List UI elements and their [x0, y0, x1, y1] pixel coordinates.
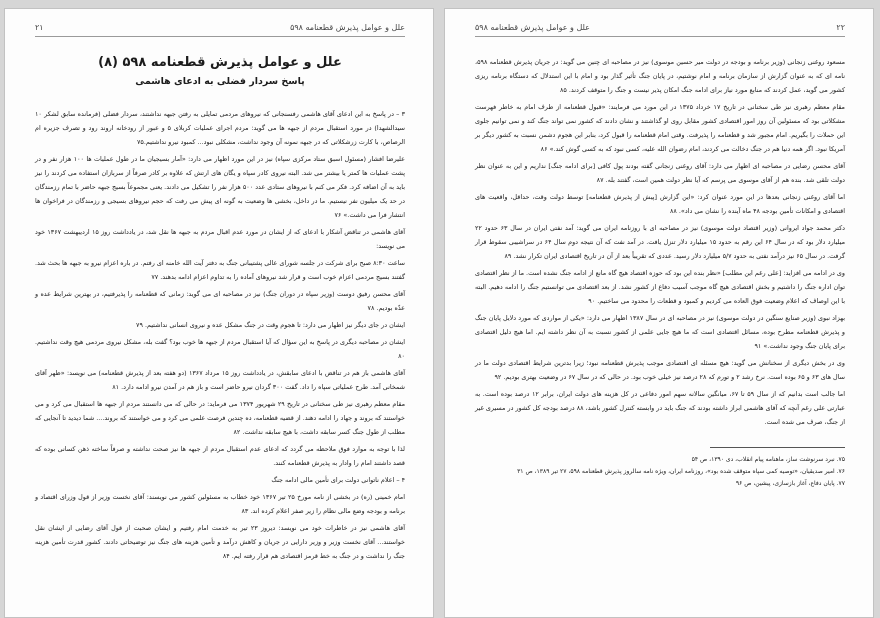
paragraph: ایشان در مصاحبه دیگری در پاسخ به این سؤال که آیا استقبال مردم از جبهه ها خوب بود؟ گفت بله، مشکل نیروی مردمی هیچ وقت نداشتیم. ۸۰	[35, 338, 405, 360]
page-header	[35, 23, 405, 37]
footnote: ۷۷. پایان دفاع، آغاز بازسازی، پیشین، ص ۹۶	[735, 480, 845, 487]
page-number: ۲۲	[836, 23, 845, 32]
paragraph: دکتر محمد جواد ایروانی (وزیر اقتصاد دولت موسوی) نیز در مصاحبه ای با روزنامه ایران می گوید: آمد نفتی ایران در سال ۶۳ حدود ۲۲ میلیارد دلار بود که در سال ۶۴ این رقم به حدود ۱۵ میلیارد دلار تنزل یافت. در آمد نفت که آن نتیجه دوم سال ۶۴ در سراشیبی سقوط قرار گرفت. در سال ۶۵ نیز درآمد نفتی به حدود ۵/۷ میلیارد دلار رسید. عددی که تقریباً بعد از آن در تاریخ اقتصادی ایران تکرار نشد. ۸۹	[475, 224, 846, 260]
paragraph: وی در بخش دیگری از سخنانش می گوید: هیچ مسئله ای اقتصادی موجب پذیرش قطعنامه نبود؛ زیرا بدترین شرایط اقتصادی دولت ما در سال های ۶۳ و ۶۵ بوده است. نرخ رشد ۲ و تورم که ۲۸ درصد نیز خیلی خوب بود. در حالی که در سال ۶۷ در وضعیت بهتری بودیم. ۹۲	[475, 359, 845, 381]
paragraph: آقای هاشمی باز هم در تناقض با ادعای سابقش، در یادداشت روز ۱۵ مرداد ۱۳۶۷ (دو هفته بعد از پذیرش قطعنامه) می نویسد: «ظهر آقای شمخانی آمد. طرح عملیاتی سپاه را داد. گفت ۳۰۰ گردان نیرو حاضر است و باز هم در آمدن نیرو ادامه دارد. ۸۱	[35, 369, 405, 391]
paragraph: مقام معظم رهبری نیز طی سخنانی در تاریخ ۱۷ خرداد ۱۳۷۵ در این مورد می فرمایند: «قبول قطعنامه از طرف امام به خاطر فهرست مشکلاتی بود که مسئولین آن روز امور اقتصادی کشور مقابل روی او گذاشتند و نشان دادند که کشور نمی تواند جنگ کند و نمی توانیم جلوی این حملات را بگیریم. امام مجبور شد و قطعنامه را پذیرفت. وقتی امام قطعنامه را قبول کرد، بنابر این هجوم دشمن نسبت به کشور دیگر بر آمریکا نبود. اگر همه دنیا هم در جنگ دخالت می کردند، امام رضوان الله علیه، کسی نبود که به کسی گوش کند.» ۸۶	[475, 103, 845, 153]
page-header	[475, 23, 845, 37]
paragraph: ۴ – اعلام ناتوانی دولت برای تأمین مالی ادامه جنگ	[271, 476, 405, 484]
header-title: علل و عوامل پذیرش قطعنامه ۵۹۸	[475, 23, 590, 32]
paragraph: امام خمینی (ره) در بخشی از نامه مورخ ۲۵ تیر ۱۳۶۷ خود خطاب به مسئولین کشور می نویسند: آقای نخست وزیر از قول وزرای اقتصاد و برنامه و بودجه وضع مالی نظام را زیر صفر اعلام کرده اند. ۸۳	[35, 493, 405, 515]
paragraph: اما جالب است بدانیم که از سال ۵۹ تا ۶۷، میانگین سالانه سهم امور دفاعی در کل هزینه های دولت ایران، برابر ۱۲ درصد بوده است. به عبارتی علی رغم آنچه که آقای هاشمی ابراز داشته بودند که جنگ باید در وابسته کنترل کشور باشد، ۸۸ درصد بودجه کل کشور در مسیری غیر از جنگ، صرف می شده است.	[475, 390, 845, 426]
paragraph: بهزاد نبوی (وزیر صنایع سنگین در دولت موسوی) نیز در مصاحبه ای در سال ۱۳۸۷ اظهار می دارد: «یکی از مواردی که مورد دلایل پایان جنگ و پذیرش قطعنامه مطرح بوده، مسائل اقتصادی است که ما هیچ جایی علمی از کشور نسبت به آن نظر داشته ایم. اما هیچ دلیل اقتصادی برای پایان جنگ وجود نداشت.» ۹۱	[475, 314, 845, 350]
page-right	[444, 8, 874, 618]
paragraph: ایشان در جای دیگر نیز اظهار می دارد: تا هجوم وقت در جنگ مشکل عده و نیروی انسانی نداشتیم. ۷۹	[136, 321, 405, 329]
footnote: ۷۵. نبرد سرنوشت ساز، ماهنامه پیام انقلاب، دی ۱۳۹۰، ص ۵۴	[691, 456, 845, 463]
paragraph: اما آقای روغنی زنجانی بعدها در این مورد عنوان کرد: «این گزارش [پیش از پذیرش قطعنامه] توسط دولت وقت، حداقل، واقعیت های اقتصادی و امکانات تأمین بودجه ۴۸ ماه آینده را نشان می داد». ۸۸	[475, 193, 845, 215]
paragraph: لذا با توجه به موارد فوق ملاحظه می گردد که ادعای عدم استقبال مردم از جبهه ها نیز صحت نداشته و صرفاً ساخته ذهن کسانی بوده که قصد داشتند امام را وادار به پذیرش قطعنامه کنند.	[35, 445, 405, 467]
chapter-title: علل و عوامل پذیرش قطعنامه ۵۹۸ (۸)	[98, 55, 342, 70]
paragraph: ۳ – در پاسخ به این ادعای آقای هاشمی رفسنجانی که نیروهای مردمی تمایلی به رفتن جبهه نداشتند، سردار فضلی (فرمانده سابق لشکر ۱۰ سیدالشهدا) در مورد استقبال مردم از جبهه ها می گوید: مردم اجرای عملیات کربلای ۵ و عبور از رودخانه اروند رود و تصرف جزیره ام الرصاص، با کارت زرشکلاتی که در جبهه نمونه آن وجود نداشت، مشکلی نبود... کمبود نیرو نداشتیم.۷۵	[35, 110, 405, 146]
page-left	[4, 8, 434, 618]
paragraph: مسعود روغنی زنجانی (وزیر برنامه و بودجه در دولت میر حسین موسوی) نیز در مصاحبه ای چنین می گوید: در جریان پذیرش قطعنامه ۵۹۸، نامه ای که به عنوان گزارش از سازمان برنامه و امام نوشتیم، در پایان جنگ تأثیر گذار بود و امام با این استدلال که دستگاه برنامه ریزی کشور می گوید، عمل کردند که منابع مورد نیاز برای ادامه جنگ امکان پذیر نیست و جنگ را متوقف کردند. ۸۵	[475, 58, 845, 94]
footnote: ۷۶. امیر صدیقیان، «توصیه کمی سپاه متوقف شده بود»، روزنامه ایران، ویژه نامه سالروز پذیرش قطعنامه ۵۹۸، ۲۷ تیر ۱۳۸۹، ص ۳۱	[517, 468, 845, 475]
paragraph: وی در ادامه می افزاید: [علی رغم این مطلب] «نظر بنده این بود که حوزه اقتصاد هیچ گاه مانع از ادامه جنگ نشده است. ما از نظر اقتصادی توان اداره جنگ را داشتیم و بخش اقتصادی هیچ گاه موجب آسیب دفاع از کشور نشد. از بعد اقتصادی می توانستیم جنگ را ادامه دهیم. البته با این اوصاف که اعلام وضعیت فوق العاده می کردیم و کمبود و قطعات را محدود می ساختیم. ۹۰	[475, 269, 845, 305]
paragraph: آقای هاشمی نیز در خاطرات خود می نویسد: دیروز ۲۳ تیر به خدمت امام رفتیم و ایشان صحبت از قول آقای رضایی از ایشان نقل خواستند... آقای نخست وزیر و وزیر دارایی در جریان و کاهش درآمد و تأمین هزینه های جنگ نیز توضیحاتی دادند. کشور قدرت تأمین هزینه جنگ را نداشت و در جنگ به خط قرمز اقتصادی هم قرار رفته ایم. ۸۴	[35, 524, 405, 560]
footnote-divider	[710, 447, 845, 448]
paragraph: آقای هاشمی در تناقض آشکار با ادعای که از ایشان در مورد عدم اقبال مردم به جبهه ها نقل شد، در یادداشت روز ۱۵ اردیبهشت ۱۳۶۷ خود می نویسد:	[35, 228, 405, 250]
paragraph: آقای محسن رفیق دوست (وزیر سپاه در دوران جنگ) نیز در مصاحبه ای می گوید: زمانی که قطعنامه را پذیرفتیم، در بهترین شرایط عده و عدّه بودیم. ۷۸	[35, 290, 405, 312]
paragraph: علیرضا افشار (مسئول اسبق ستاد مرکزی سپاه) نیز در این مورد اظهار می دارد: «آمار بسیجیان ما در طول عملیات ها ۱۰۰ هزار نفر و در پشت عملیات ها کمتر یا بیشتر می شد. البته نیروی کادر سپاه و یگان های ارتش که علاوه بر کادر صرفاً از سربازان استفاده می کردند را نیز باید به آن اضافه کرد. فکر می کنم با نیروهای ستادی عدد ۵۰۰ هزار نفر را تشکیل می دادند. یعنی مجموعاً بسیج جبهه حاضر با تمام رزمندگان در حد یک میلیون نفر نیستیم. ما در داخل، بخشی ها وضعیت به گونه ای پیش می رفت که حجم نیروهای بسیجی و رزمندگان در فراخوان ها انتشار فرا می داشت.» ۷۶	[35, 155, 405, 219]
paragraph: مقام معظم رهبری نیز طی سخنانی در تاریخ ۲۹ شهریور ۱۳۷۴ می فرماید: در حالی که می دانستند مردم از جبهه ها استقبال می کرد و می خواستند که بروند و جهاد را ادامه دهند. از قضیه قطعنامه، ده چندین فرصت علمی می کرد و می خواستند که بروند.... شما دیدید تا آنجایی که مطلب از طول جنگ کسر سابقه داشت، با هیچ سابقه نداشت. ۸۲	[35, 400, 405, 436]
page-number: ۲۱	[35, 23, 44, 32]
paragraph: آقای محسن رضایی در مصاحبه ای اظهار می دارد: آقای روغنی زنجانی گفته بودند پول کافی [برای ادامه جنگ] نداریم و این به عنوان نظر دولت تلقی شد. بنده هم از آقای موسوی می پرسم که آیا نظر دولت همین است، گفتند بله. ۸۷	[475, 162, 845, 184]
paragraph: ساعت ۸:۳۰ صبح برای شرکت در جلسه شورای عالی پشتیبانی جنگ به دفتر آیت الله خامنه ای رفتم. در باره اعزام نیرو به جبهه ها بحث شد. گفتند بسیج مردمی اعزام خوب است و قرار شد نیروهای آماده را به تداوم اعزام ادامه بدهند. ۷۷	[35, 259, 405, 281]
header-title: علل و عوامل پذیرش قطعنامه ۵۹۸	[290, 23, 405, 32]
chapter-subtitle: پاسخ سردار فضلی به ادعای هاشمی	[135, 76, 305, 87]
